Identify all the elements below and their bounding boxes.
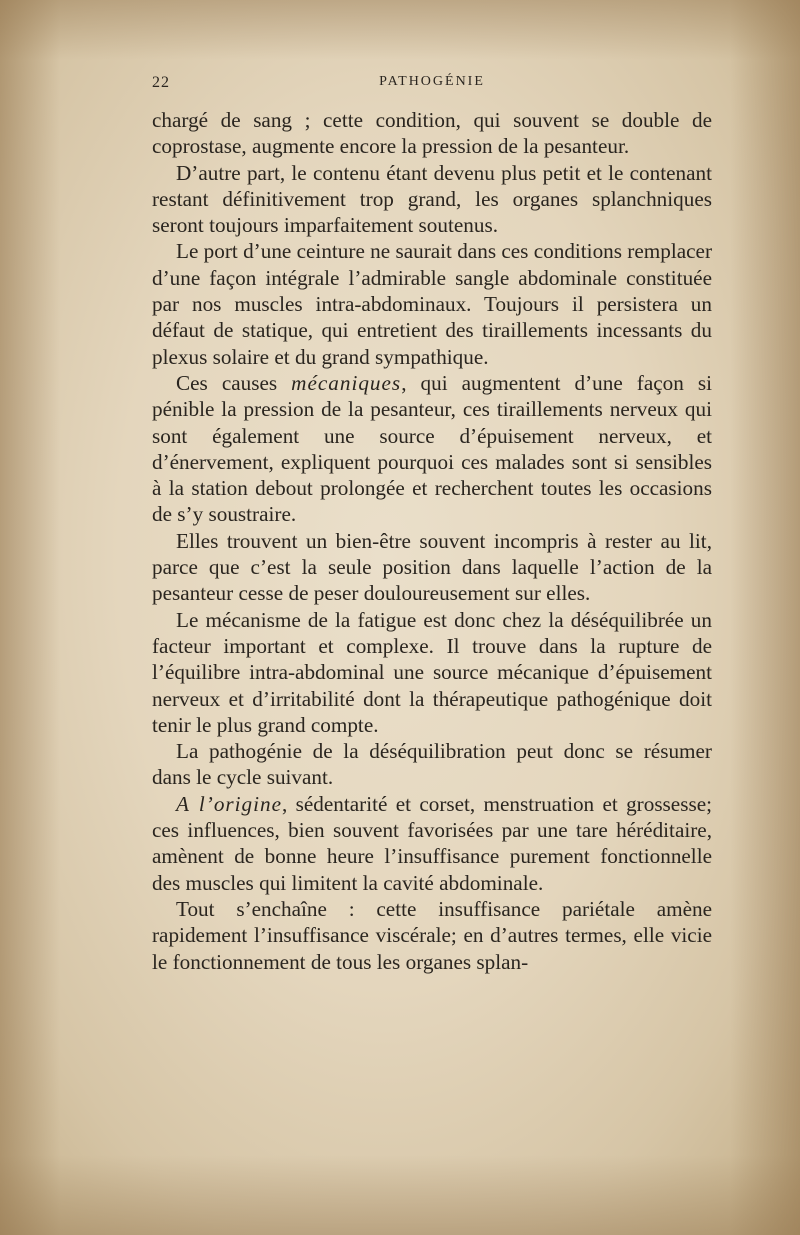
paragraph [152,896,712,975]
italic-text: A l’origine [176,791,283,816]
paragraph [152,107,712,160]
page-shadow-bottom [0,1155,800,1235]
paragraph-text: , qui augmentent d’une façon si pénible la pression de la pesanteur, ces tiraillements nerveux qui sont également une source d’épuisement nerveux, et d’énervement, expliquent pourquoi ces malades sont si sensibles à la station debout prolongée et recherchent toutes les occasions de s’y soustraire. [152,370,713,527]
page-shadow-right [730,0,800,1235]
paragraph-text: Tout s’enchaîne : cette insuffisance pariétale amène rapidement l’insuffisance viscérale; en d’autres termes, elle vicie le fonctionnement de tous les organes splan- [152,896,712,974]
page-shadow-left [0,0,60,1235]
paragraph-text: chargé de sang ; cette condition, qui souvent se double de coprostase, augmente encore la pression de la pesanteur. [152,108,712,159]
paragraph [152,238,712,369]
paragraph-text: Elles trouvent un bien-être souvent incompris à rester au lit, parce que c’est la seule position dans laquelle l’action de la pesanteur cesse de peser douloureusement sur elles. [152,528,712,606]
paragraph [152,738,712,791]
page-header [152,74,712,96]
paragraph-text: , sédentarité et corset, menstruation et grossesse; ces influences, bien souvent favorisées par une tare héréditaire, amènent de bonne heure l’insuffisance purement fonctionnelle des muscles qui limitent la cavité abdominale. [152,791,712,895]
paragraph [152,791,712,896]
italic-text: mécaniques [291,370,402,395]
paragraph-text: D’autre part, le contenu étant devenu plus petit et le contenant restant définitivement trop grand, les organes splanchniques seront toujours imparfaitement soutenus. [152,160,712,238]
paragraph-text: Ces causes [176,370,292,395]
paragraph [152,370,712,528]
body-text [152,107,712,975]
paragraph [152,160,712,239]
page-number: 22 [152,74,170,91]
paragraph-text: Le mécanisme de la fatigue est donc chez la déséquilibrée un facteur important et complexe. Il trouve dans la rupture de l’équilibre intra-abdominal une source mécanique d’épuisement nerveux et d’irritabilité dont la thérapeutique pathogénique doit tenir le plus grand compte. [152,607,712,737]
paragraph [152,528,712,607]
paragraph-text: La pathogénie de la déséquilibration peut donc se résumer dans le cycle suivant. [152,739,712,790]
running-title: PATHOGÉNIE [379,74,485,89]
paragraph-text: Le port d’une ceinture ne saurait dans ces conditions remplacer d’une façon intégrale l’admirable sangle abdominale constituée par nos muscles intra-abdominaux. Toujours il persistera un défaut de statique, qui entretient des tiraillements incessants du plexus solaire et du grand sympathique. [152,239,712,369]
paragraph [152,607,712,738]
page-shadow-top [0,0,800,60]
